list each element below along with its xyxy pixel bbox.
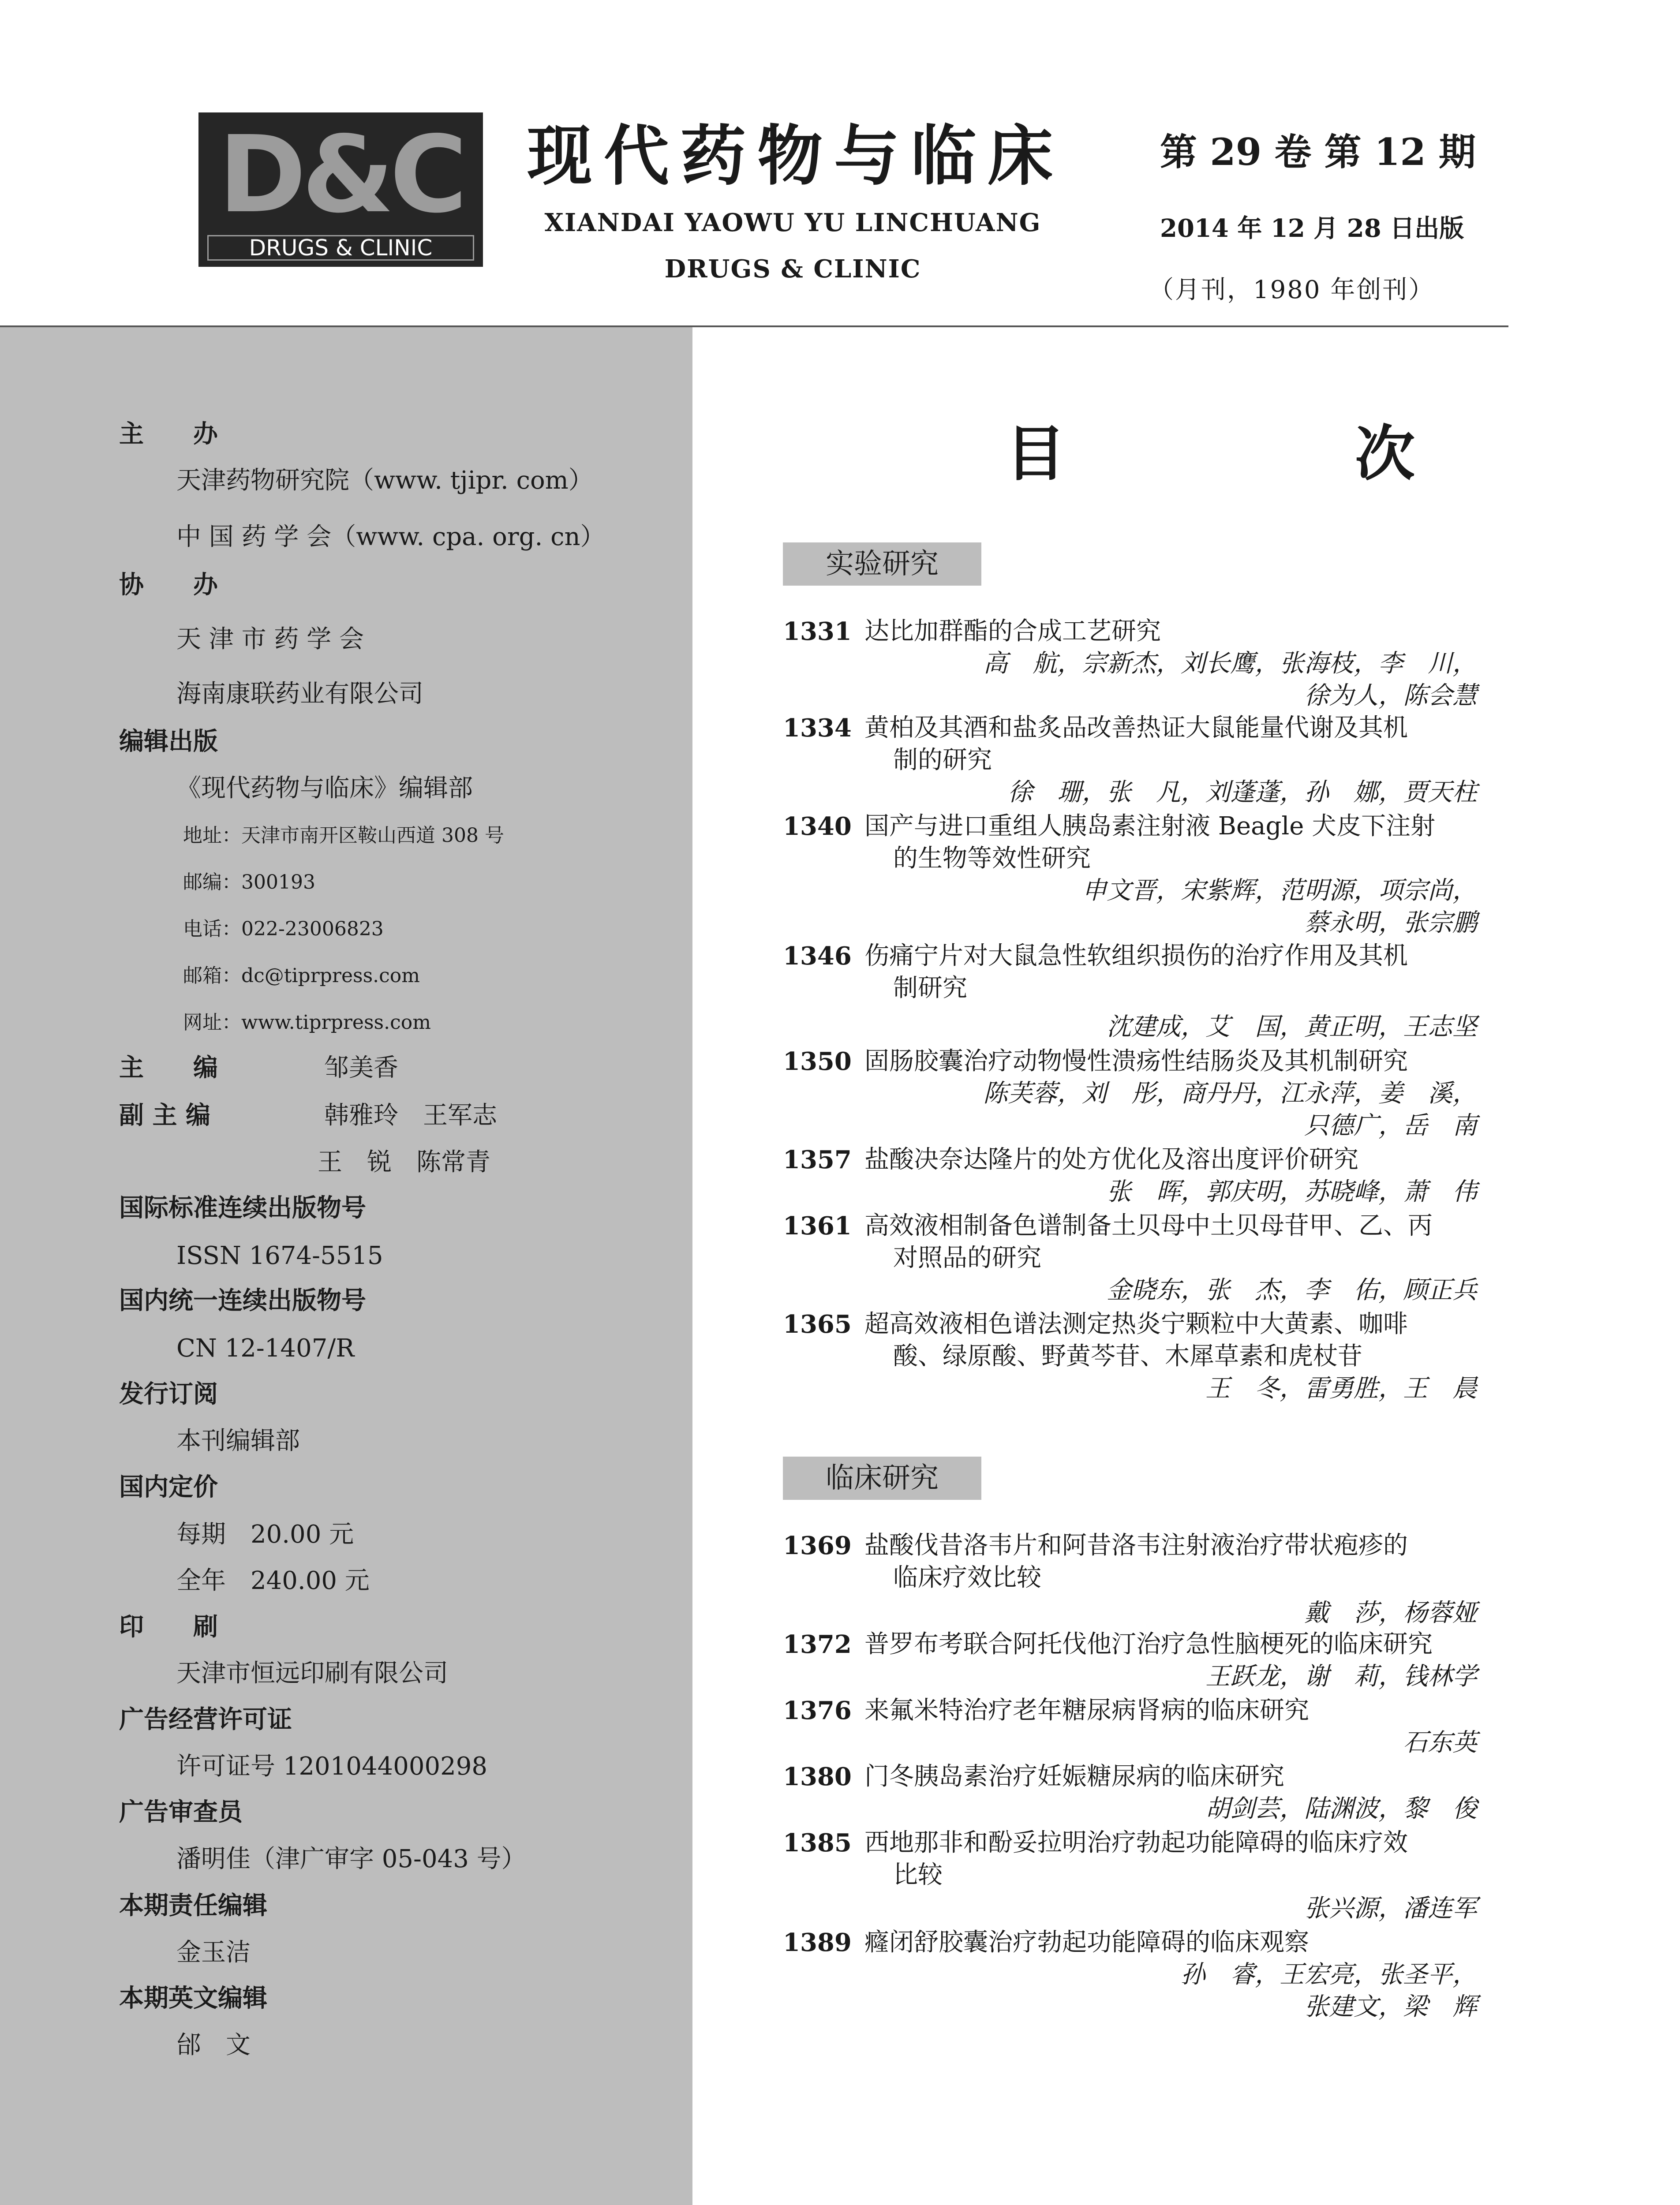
- article-title[interactable]: 黄柏及其酒和盐炙品改善热证大鼠能量代谢及其机: [864, 714, 1408, 742]
- article-title[interactable]: 盐酸伐昔洛韦片和阿昔洛韦注射液治疗带状疱疹的: [864, 1531, 1408, 1560]
- article-authors: 胡剑芸，陆渊波，黎 俊: [1205, 1795, 1477, 1823]
- article-page: 1385: [783, 1828, 852, 1857]
- publication-frequency: （月刊，1980 年创刊）: [1149, 276, 1435, 304]
- article-authors: 王 冬，雷勇胜，王 晨: [1205, 1375, 1477, 1402]
- logo-mark: D&C: [218, 113, 463, 236]
- deputy-editor-names-2: 王 锐 陈常青: [318, 1148, 490, 1177]
- article-title[interactable]: 西地那非和酚妥拉明治疗勃起功能障碍的临床疗效: [864, 1828, 1408, 1857]
- article-title[interactable]: 盐酸决奈达隆片的处方优化及溶出度评价研究: [864, 1145, 1358, 1174]
- cosponsor-1: 天 津 市 药 学 会: [176, 625, 364, 654]
- article-title-continued[interactable]: 比较: [893, 1861, 943, 1889]
- issn-value: ISSN 1674-5515: [176, 1241, 383, 1270]
- editing-office: 《现代药物与临床》编辑部: [176, 774, 473, 803]
- article-page: 1346: [783, 942, 852, 971]
- sponsor-1: 天津药物研究院（www. tjipr. com）: [176, 466, 593, 495]
- article-title[interactable]: 来氟米特治疗老年糖尿病肾病的临床研究: [864, 1696, 1309, 1725]
- printing-heading: 印 刷: [119, 1613, 218, 1641]
- article-page: 1357: [783, 1145, 852, 1174]
- subscription-value: 本刊编辑部: [176, 1427, 300, 1455]
- article-page: 1331: [783, 617, 852, 646]
- chief-editor-name: 邹美香: [324, 1054, 398, 1082]
- deputy-editor-names-1: 韩雅玲 王军志: [324, 1101, 497, 1130]
- article-authors: 张兴源，潘连军: [1304, 1895, 1477, 1922]
- publication-date: 2014 年 12 月 28 日出版: [1160, 214, 1464, 243]
- article-page: 1369: [783, 1531, 852, 1560]
- printing-value: 天津市恒远印刷有限公司: [176, 1659, 448, 1688]
- article-page: 1365: [783, 1310, 852, 1339]
- article-authors: 高 航，宗新杰，刘长鹰，张海枝，李 川，: [983, 650, 1477, 677]
- editing-address: 地址：天津市南开区鞍山西道 308 号: [183, 824, 504, 847]
- article-authors: 张建文，梁 辉: [1304, 1993, 1477, 2021]
- sponsor-heading: 主 办: [119, 420, 218, 448]
- deputy-editor-heading: 副 主 编: [119, 1101, 210, 1130]
- article-title[interactable]: 超高效液相色谱法测定热炎宁颗粒中大黄素、咖啡: [864, 1310, 1408, 1338]
- price-per-year: 全年 240.00 元: [176, 1566, 370, 1595]
- article-authors: 陈芙蓉，刘 彤，商丹丹，江永萍，姜 溪，: [983, 1080, 1477, 1107]
- article-authors: 孙 睿，王宏亮，张圣平，: [1181, 1961, 1477, 1988]
- article-authors: 金晓东，张 杰，李 佑，顾正兵: [1107, 1277, 1477, 1304]
- cosponsor-heading: 协 办: [119, 571, 218, 599]
- subscription-heading: 发行订阅: [119, 1380, 218, 1409]
- volume-issue: 第 29 卷 第 12 期: [1160, 130, 1476, 174]
- ad-license-value: 许可证号 1201044000298: [176, 1752, 487, 1781]
- article-title-continued[interactable]: 对照品的研究: [893, 1244, 1041, 1272]
- journal-logo: [198, 112, 483, 267]
- price-per-issue: 每期 20.00 元: [176, 1520, 354, 1549]
- article-authors: 张 晖，郭庆明，苏晓峰，萧 伟: [1107, 1178, 1477, 1206]
- article-page: 1361: [783, 1211, 852, 1241]
- editing-postcode: 邮编：300193: [183, 871, 315, 893]
- article-page: 1380: [783, 1762, 852, 1791]
- chief-editor-heading: 主 编: [119, 1054, 218, 1082]
- responsible-editor-value: 金玉洁: [176, 1938, 251, 1967]
- article-authors: 戴 莎，杨蓉娅: [1304, 1600, 1477, 1627]
- toc-title: 目 次: [1006, 419, 1530, 489]
- article-page: 1389: [783, 1928, 852, 1957]
- article-authors: 只德广，岳 南: [1304, 1112, 1477, 1140]
- article-title[interactable]: 国产与进口重组人胰岛素注射液 Beagle 犬皮下注射: [864, 812, 1436, 841]
- article-title-continued[interactable]: 的生物等效性研究: [893, 844, 1091, 873]
- english-editor-value: 邰 文: [176, 2031, 251, 2059]
- article-page: 1334: [783, 714, 852, 743]
- editing-phone: 电话：022-23006823: [183, 918, 384, 940]
- journal-english-name: DRUGS & CLINIC: [664, 254, 921, 284]
- article-authors: 申文晋，宋紫辉，范明源，项宗尚，: [1082, 877, 1477, 904]
- logo-subtitle: DRUGS & CLINIC: [207, 235, 474, 261]
- article-title-continued[interactable]: 制研究: [893, 974, 967, 1002]
- article-authors: 石东英: [1403, 1729, 1477, 1757]
- editing-email: 邮箱：dc@tiprpress.com: [183, 964, 420, 987]
- editing-heading: 编辑出版: [119, 727, 218, 756]
- article-authors: 王跃龙，谢 莉，钱林学: [1205, 1663, 1477, 1690]
- sponsor-2: 中 国 药 学 会（www. cpa. org. cn）: [176, 523, 605, 551]
- english-editor-heading: 本期英文编辑: [119, 1984, 267, 2013]
- article-page: 1376: [783, 1696, 852, 1725]
- article-title-continued[interactable]: 酸、绿原酸、野黄芩苷、木犀草素和虎杖苷: [893, 1342, 1362, 1371]
- article-title[interactable]: 癃闭舒胶囊治疗勃起功能障碍的临床观察: [864, 1928, 1309, 1957]
- article-title[interactable]: 固肠胶囊治疗动物慢性溃疡性结肠炎及其机制研究: [864, 1047, 1408, 1076]
- article-title[interactable]: 普罗布考联合阿托伐他汀治疗急性脑梗死的临床研究: [864, 1630, 1433, 1659]
- editing-website: 网址：www.tiprpress.com: [183, 1011, 431, 1034]
- article-title-continued[interactable]: 临床疗效比较: [893, 1563, 1041, 1592]
- article-authors: 徐为人，陈会慧: [1304, 682, 1477, 710]
- section-label-clinical: 临床研究: [783, 1457, 981, 1500]
- cn-heading: 国内统一连续出版物号: [119, 1286, 366, 1315]
- article-authors: 蔡永明，张宗鹏: [1304, 909, 1477, 937]
- issn-heading: 国际标准连续出版物号: [119, 1194, 366, 1222]
- price-heading: 国内定价: [119, 1473, 218, 1502]
- article-authors: 徐 珊，张 凡，刘蓬蓬，孙 娜，贾天柱: [1008, 779, 1477, 806]
- article-title[interactable]: 伤痛宁片对大鼠急性软组织损伤的治疗作用及其机: [864, 942, 1408, 970]
- article-page: 1372: [783, 1630, 852, 1659]
- journal-title: 现代药物与临床: [527, 117, 1064, 194]
- journal-pinyin: XIANDAI YAOWU YU LINCHUANG: [544, 208, 1041, 237]
- article-title[interactable]: 门冬胰岛素治疗妊娠糖尿病的临床研究: [864, 1762, 1284, 1791]
- article-authors: 沈建成，艾 国，黄正明，王志坚: [1107, 1013, 1477, 1041]
- article-page: 1340: [783, 812, 852, 841]
- article-title[interactable]: 高效液相制备色谱制备土贝母中土贝母苷甲、乙、丙: [864, 1211, 1433, 1240]
- article-title[interactable]: 达比加群酯的合成工艺研究: [864, 617, 1161, 646]
- responsible-editor-heading: 本期责任编辑: [119, 1891, 267, 1920]
- ad-reviewer-value: 潘明佳（津广审字 05-043 号）: [176, 1845, 526, 1873]
- cosponsor-2: 海南康联药业有限公司: [176, 680, 423, 708]
- section-label-experimental: 实验研究: [783, 542, 981, 586]
- cn-value: CN 12-1407/R: [176, 1334, 355, 1363]
- ad-license-heading: 广告经营许可证: [119, 1705, 292, 1734]
- article-page: 1350: [783, 1047, 852, 1076]
- article-title-continued[interactable]: 制的研究: [893, 746, 992, 774]
- ad-reviewer-heading: 广告审查员: [119, 1798, 243, 1827]
